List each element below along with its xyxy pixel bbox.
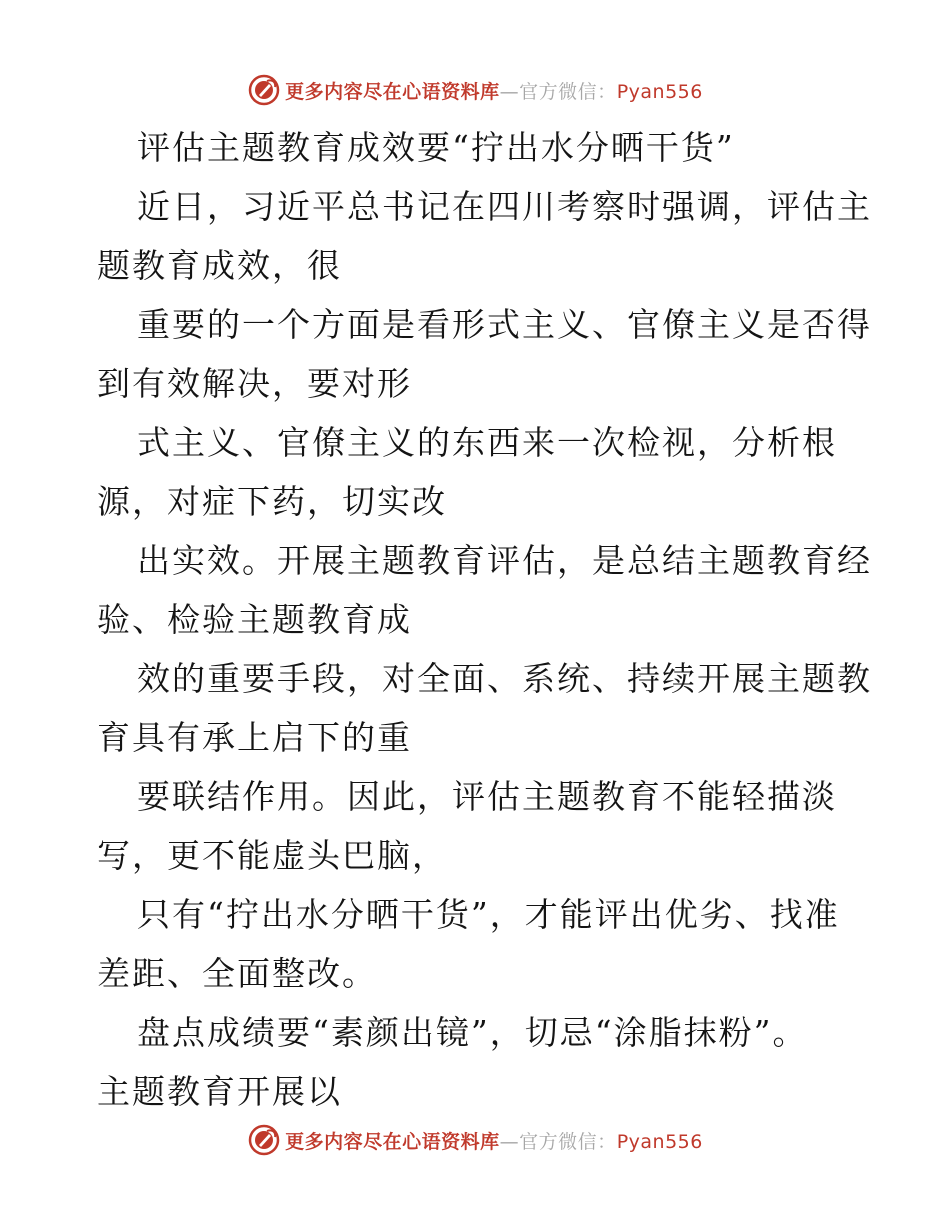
paragraph-line: 题教育成效，很 [97, 246, 342, 285]
footer-wechat-account: Pyan556 [616, 1130, 703, 1153]
paragraph-line: 效的重要手段，对全面、系统、持续开展主题教 [137, 659, 872, 698]
header-wechat-label: 官方微信： [519, 80, 617, 103]
paragraph-line: 源，对症下药，切实改 [97, 482, 447, 521]
paragraph-line: 育具有承上启下的重 [97, 718, 412, 757]
paragraph-line: 只有“拧出水分晒干货”，才能评出优劣、找准 [137, 895, 840, 934]
paragraph-line: 盘点成绩要“素颜出镜”，切忌“涂脂抹粉”。 [137, 1013, 808, 1052]
paragraph-line: 评估主题教育成效要“拧出水分晒干货” [137, 128, 735, 167]
document-body [97, 118, 872, 1121]
header-wechat-account: Pyan556 [616, 80, 703, 103]
footer-site-text: 更多内容尽在心语资料库 [285, 1130, 500, 1153]
paragraph-line: 重要的一个方面是看形式主义、官僚主义是否得 [137, 305, 872, 344]
header-banner [0, 70, 950, 110]
pen-nib-circle-icon [247, 73, 281, 107]
footer-wechat-label: 官方微信： [519, 1130, 617, 1153]
paragraph-line: 式主义、官僚主义的东西来一次检视，分析根 [137, 423, 837, 462]
header-separator: — [499, 80, 520, 103]
footer-separator: — [499, 1130, 520, 1153]
paragraph-line: 出实效。开展主题教育评估，是总结主题教育经 [137, 541, 872, 580]
paragraph-line: 写，更不能虚头巴脑， [97, 836, 447, 875]
footer-banner [0, 1120, 950, 1160]
paragraph-line: 到有效解决，要对形 [97, 364, 412, 403]
header-site-text: 更多内容尽在心语资料库 [285, 80, 500, 103]
paragraph-line: 差距、全面整改。 [97, 954, 377, 993]
pen-nib-circle-icon [247, 1123, 281, 1157]
paragraph-line: 要联结作用。因此，评估主题教育不能轻描淡 [137, 777, 837, 816]
paragraph-line: 主题教育开展以 [97, 1072, 342, 1111]
paragraph-line: 验、检验主题教育成 [97, 600, 412, 639]
paragraph-line: 近日，习近平总书记在四川考察时强调，评估主 [137, 187, 872, 226]
